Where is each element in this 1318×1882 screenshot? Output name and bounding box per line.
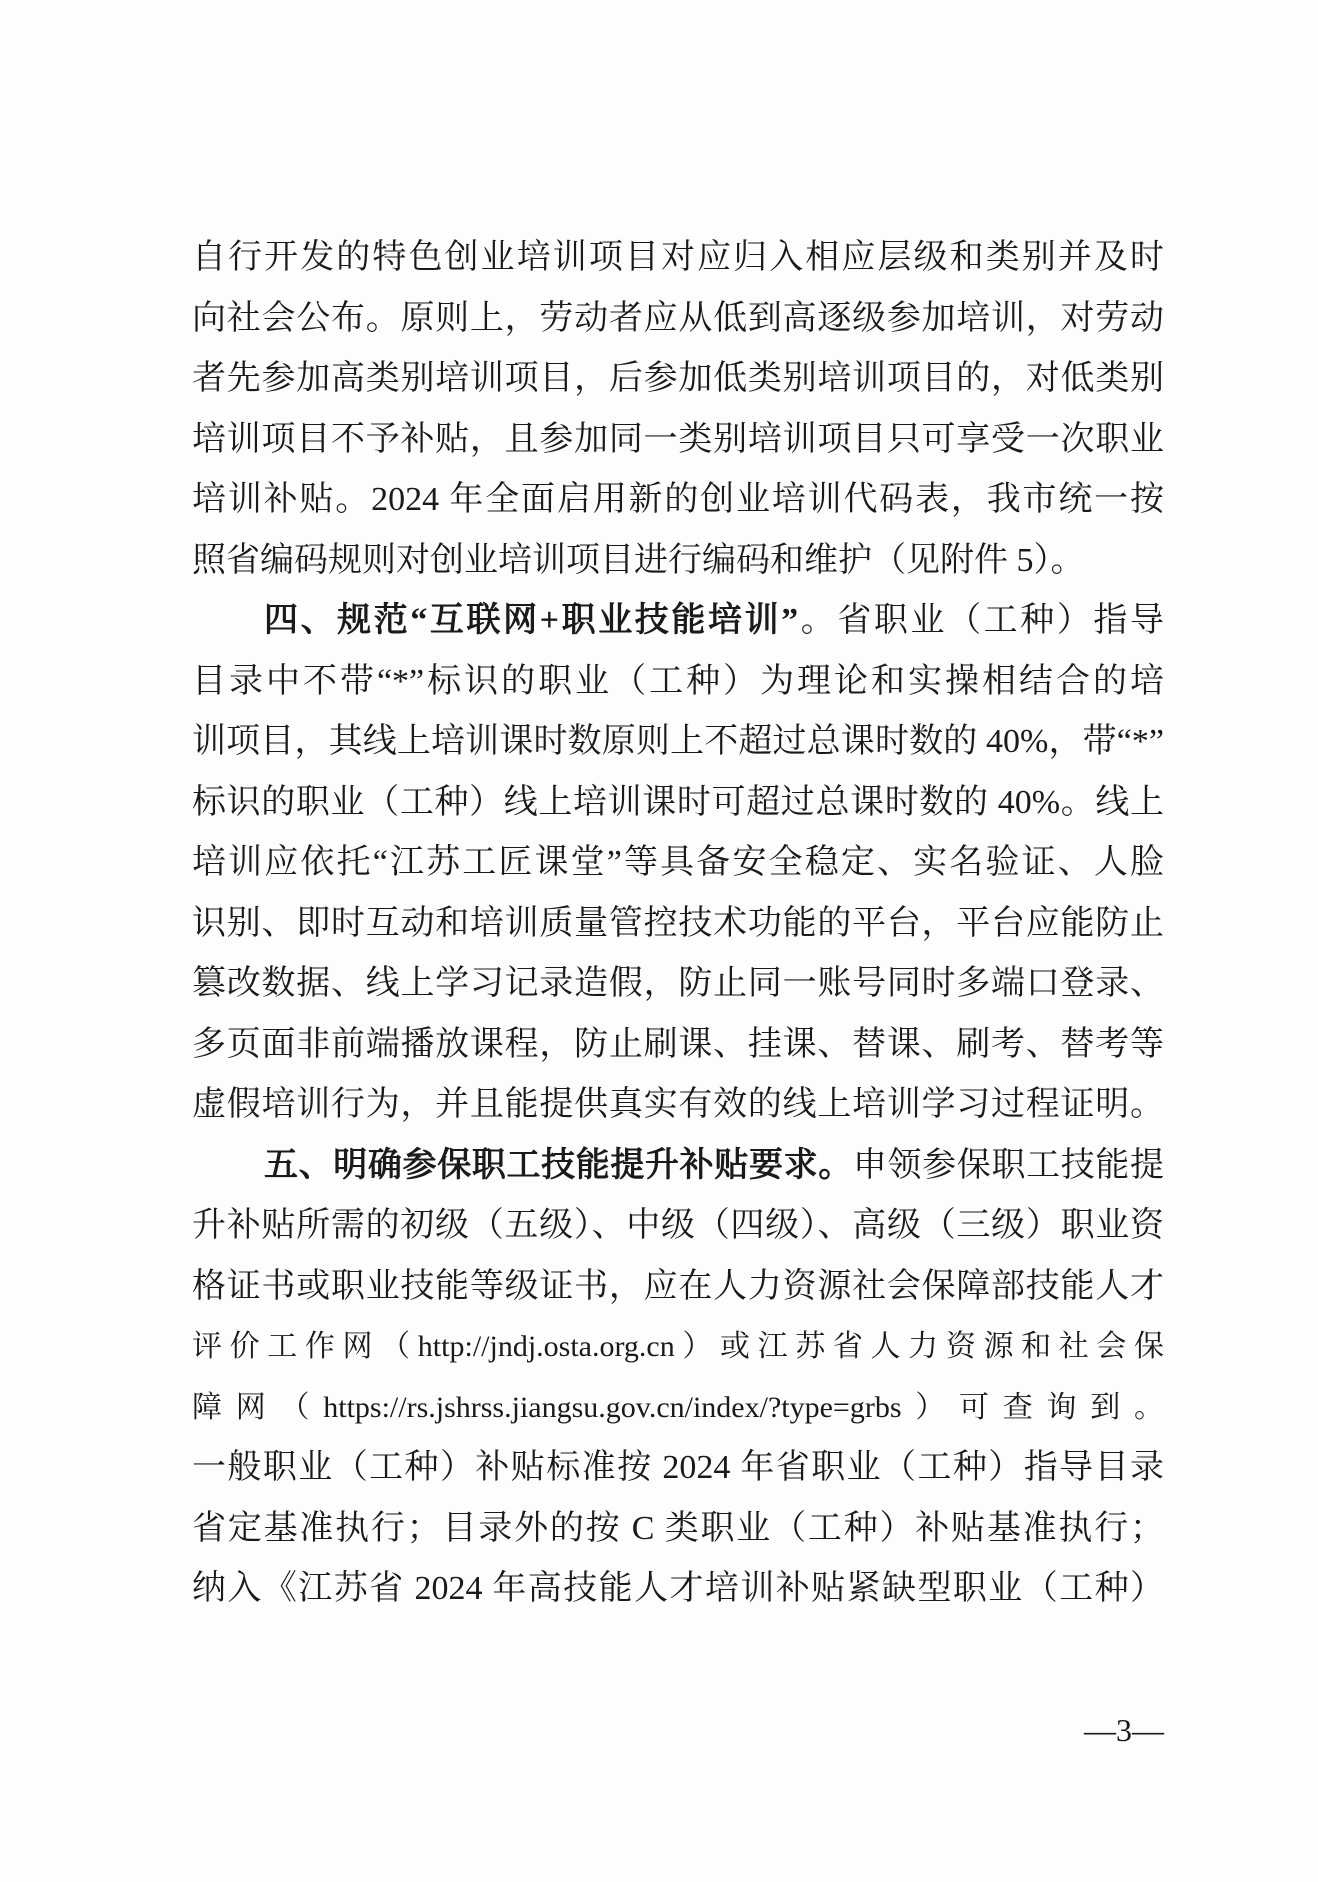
- text-line: 培训应依托“江苏工匠课堂”等具备安全稳定、实名验证、人脸: [192, 844, 1164, 881]
- text-run: 。省职业（工种）指导: [798, 602, 1165, 639]
- text-line: 培训补贴。2024 年全面启用新的创业培训代码表，我市统一按: [192, 481, 1164, 518]
- text-line: 一般职业（工种）补贴标准按 2024 年省职业（工种）指导目录: [192, 1449, 1164, 1486]
- text-line: 纳入《江苏省 2024 年高技能人才培训补贴紧缺型职业（工种）: [192, 1570, 1164, 1607]
- text-line: 目录中不带“*”标识的职业（工种）为理论和实操相结合的培: [192, 662, 1164, 700]
- page-number: —3—: [1084, 1712, 1164, 1748]
- text-line: 自行开发的特色创业培训项目对应归入相应层级和类别并及时: [192, 239, 1164, 276]
- text-line-with-url: 评价工作网（http://jndj.osta.org.cn）或江苏省人力资源和社会保: [192, 1330, 1164, 1363]
- text-line: 升补贴所需的初级（五级）、中级（四级）、高级（三级）职业资: [192, 1207, 1164, 1244]
- section-heading: 五、明确参保职工技能提升补贴要求。: [264, 1146, 853, 1184]
- text-line: 照省编码规则对创业培训项目进行编码和维护（见附件 5）。: [192, 541, 1085, 579]
- text-line: 标识的职业（工种）线上培训课时可超过总课时数的 40%。线上: [192, 783, 1164, 821]
- text-line: 格证书或职业技能等级证书，应在人力资源社会保障部技能人才: [192, 1267, 1164, 1305]
- text-line: 虚假培训行为，并且能提供真实有效的线上培训学习过程证明。: [192, 1086, 1164, 1123]
- text-line: 训项目，其线上培训课时数原则上不超过总课时数的 40%，带“*”: [192, 723, 1164, 760]
- section-four-first-line: [192, 591, 1164, 652]
- text-line-with-url: 障网（https://rs.jshrss.jiangsu.gov.cn/index/?type=grbs）可查询到。: [192, 1390, 1164, 1424]
- body-text: [192, 228, 1164, 1620]
- section-five-first-line: [192, 1136, 1164, 1197]
- text-line: 向社会公布。原则上，劳动者应从低到高逐级参加培训，对劳动: [192, 299, 1164, 337]
- text-line: 多页面非前端播放课程，防止刷课、挂课、替课、刷考、替考等: [192, 1025, 1164, 1063]
- text-line: 省定基准执行；目录外的按 C 类职业（工种）补贴基准执行；: [192, 1509, 1164, 1547]
- text-line: 者先参加高类别培训项目，后参加低类别培训项目的，对低类别: [192, 360, 1164, 397]
- text-line: 篡改数据、线上学习记录造假，防止同一账号同时多端口登录、: [192, 965, 1164, 1002]
- text-run: 申领参保职工技能提: [852, 1146, 1165, 1184]
- text-line: 识别、即时互动和培训质量管控技术功能的平台，平台应能防止: [192, 904, 1164, 942]
- section-heading: 四、规范“互联网+职业技能培训”: [264, 602, 799, 639]
- text-line: 培训项目不予补贴，且参加同一类别培训项目只可享受一次职业: [192, 420, 1164, 458]
